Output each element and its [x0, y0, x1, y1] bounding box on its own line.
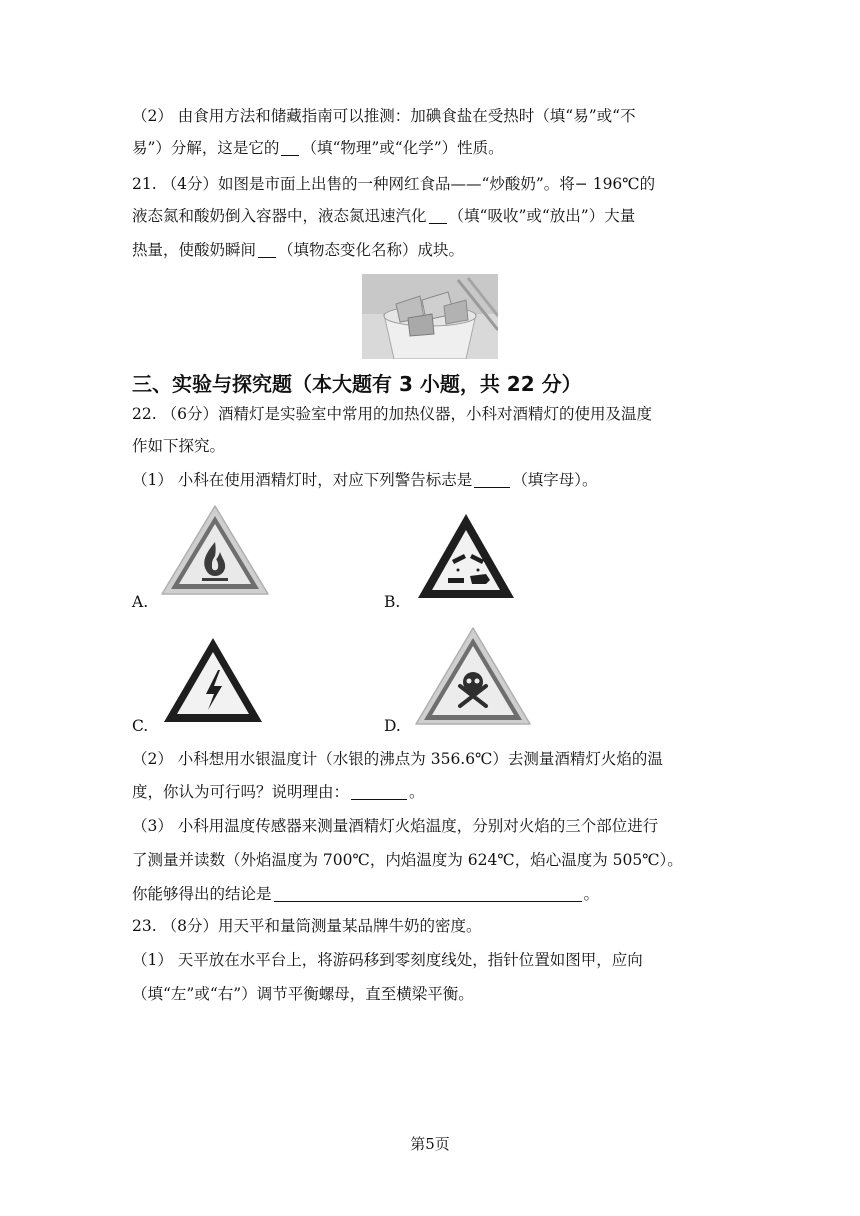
answer-blank[interactable] [351, 783, 407, 800]
option-a-label: A. [132, 593, 149, 611]
q21-line3-text-b: （填物态变化名称）成块。 [278, 241, 465, 259]
q23-part1-line1: （1） 天平放在水平台上，将游码移到零刻度线处，指针位置如图甲，应向 [132, 951, 643, 969]
q21-line2-text-a: 液态氮和酸奶倒入容器中，液态氮迅速汽化 [132, 207, 427, 225]
q22-part1-text-a: （1） 小科在使用酒精灯时，对应下列警告标志是 [132, 471, 473, 489]
q22-part1-line [132, 470, 598, 490]
q20-part2-line2-text-b: （填“物理”或“化学”）性质。 [301, 139, 504, 157]
q20-part2-line2-text-a: 易”）分解，这是它的 [132, 139, 280, 157]
option-c-label: C. [132, 717, 149, 735]
answer-blank[interactable] [474, 471, 510, 488]
q21-line3 [132, 240, 464, 260]
answer-blank[interactable] [274, 885, 582, 902]
section-heading: 三、实验与探究题（本大题有 3 小题，共 22 分） [132, 372, 582, 396]
q22-part2-line1: （2） 小科想用水银温度计（水银的沸点为 356.6℃）去测量酒精灯火焰的温 [132, 750, 663, 768]
q22-part2-line2 [132, 782, 425, 802]
q22-line2: 作如下探究。 [132, 437, 226, 455]
q22-part3-line2: 了测量并读数（外焰温度为 700℃，内焰温度为 624℃，焰心温度为 505℃）。 [132, 851, 683, 869]
q21-line3-text-a: 热量，使酸奶瞬间 [132, 241, 257, 259]
q21-line2 [132, 206, 635, 226]
toxic-skull-icon [412, 624, 534, 728]
q22-part2-line2-text-b: 。 [409, 783, 425, 801]
q22-line1: 22. （6分）酒精灯是实验室中常用的加热仪器，小科对酒精灯的使用及温度 [132, 405, 652, 423]
q23-line1: 23. （8分）用天平和量筒测量某品牌牛奶的密度。 [132, 917, 482, 935]
electric-shock-icon [160, 634, 266, 726]
q22-part3-line3-text-b: 。 [583, 885, 600, 903]
q20-part2-line2 [132, 138, 504, 158]
q20-part2-line1: （2） 由食用方法和储藏指南可以推测：加碘食盐在受热时（填“易”或“不 [132, 107, 636, 125]
q21-line1: 21. （4分）如图是市面上出售的一种网红食品——“炒酸奶”。将− 196℃的 [132, 175, 656, 193]
q21-line2-text-b: （填“吸收”或“放出”）大量 [448, 207, 636, 225]
q23-part1-line2: （填“左”或“右”）调节平衡螺母，直至横梁平衡。 [132, 985, 474, 1003]
answer-blank[interactable] [429, 207, 447, 224]
q22-part2-line2-text-a: 度，你认为可行吗？说明理由： [132, 783, 350, 801]
q22-part1-text-b: （填字母）。 [512, 471, 598, 489]
q22-part3-line3 [132, 884, 599, 904]
q22-part3-line3-text-a: 你能够得出的结论是 [132, 885, 272, 903]
corrosive-icon [414, 510, 518, 602]
page-number: 第5页 [410, 1135, 450, 1153]
answer-blank[interactable] [258, 241, 276, 258]
answer-blank[interactable] [281, 139, 299, 156]
fried-yogurt-photo [362, 274, 498, 359]
q22-part3-line1: （3） 小科用温度传感器来测量酒精灯火焰温度，分别对火焰的三个部位进行 [132, 817, 659, 835]
option-b-label: B. [384, 593, 401, 611]
flammable-icon [158, 502, 272, 598]
option-d-label: D. [384, 717, 401, 735]
